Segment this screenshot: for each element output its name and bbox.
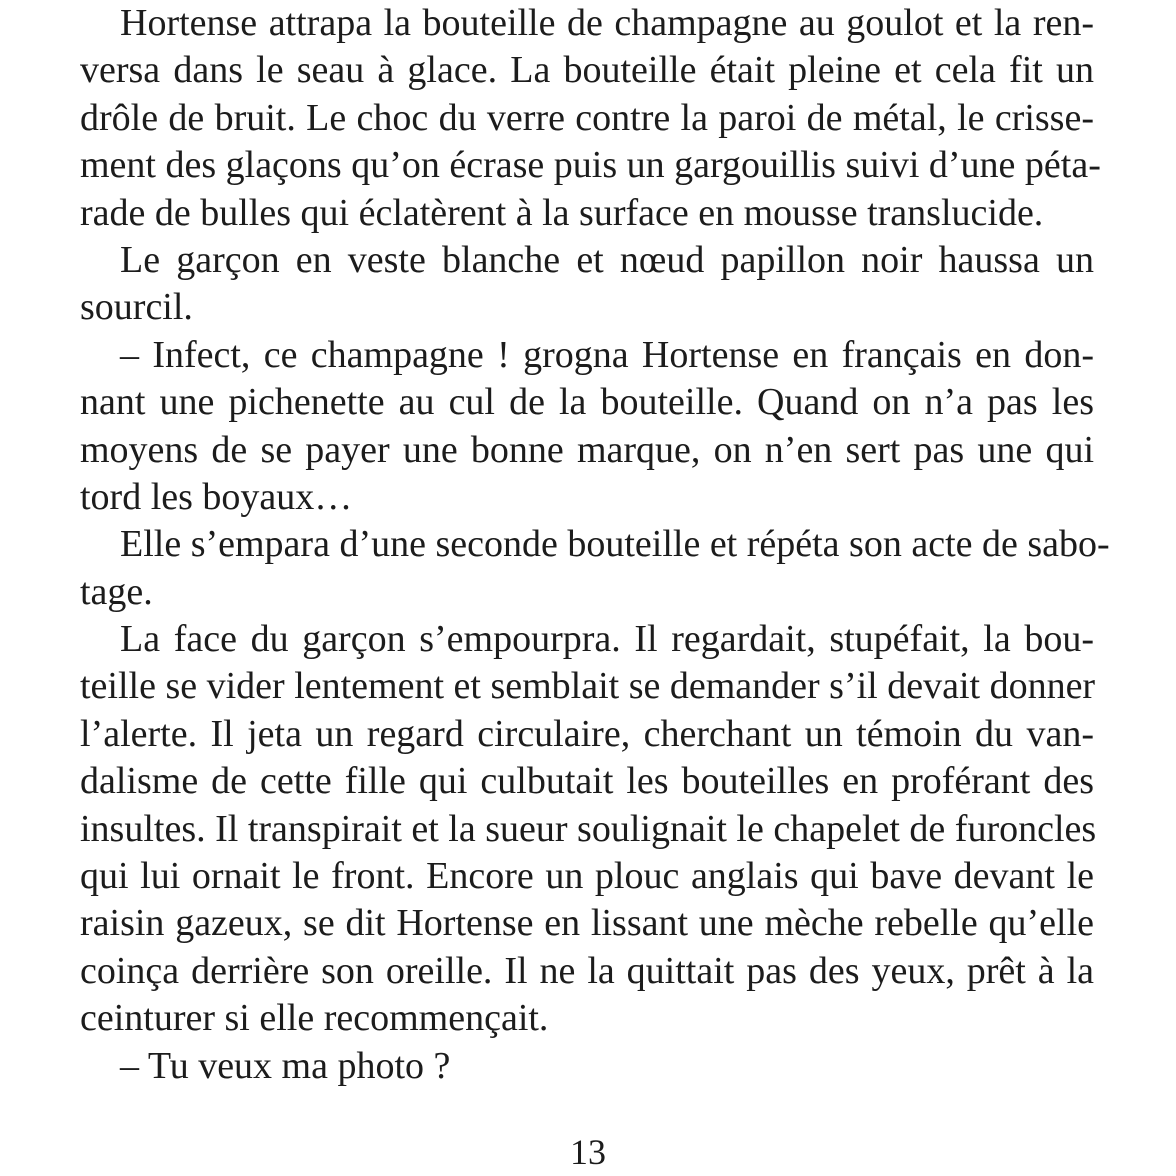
text-line: La face du garçon s’empourpra. Il regardait, stupéfait, la bou- (120, 618, 1094, 661)
text-line: Le garçon en veste blanche et nœud papillon noir haussa un (120, 238, 1094, 281)
body-text (80, 0, 1110, 1090)
text-line: rade de bulles qui éclatèrent à la surface en mousse translucide. (80, 191, 1044, 234)
text-line: moyens de se payer une bonne marque, on n’en sert pas une qui (80, 428, 1094, 471)
text-line: dalisme de cette fille qui culbutait les bouteilles en proférant des (80, 760, 1094, 803)
text-line: ment des glaçons qu’on écrase puis un gargouillis suivi d’une péta- (80, 144, 1101, 187)
text-line: coinça derrière son oreille. Il ne la quittait pas des yeux, prêt à la (80, 949, 1094, 992)
text-line: – Tu veux ma photo ? (120, 1044, 451, 1087)
text-line: tage. (80, 570, 153, 613)
page-number: 13 (570, 1132, 606, 1172)
text-line: teille se vider lentement et semblait se demander s’il devait donner (80, 665, 1096, 708)
text-line: versa dans le seau à glace. La bouteille était pleine et cela fit un (80, 49, 1094, 92)
text-line: Elle s’empara d’une seconde bouteille et répéta son acte de sabo- (120, 523, 1110, 566)
text-line: qui lui ornait le front. Encore un plouc anglais qui bave devant le (80, 855, 1094, 898)
text-line: drôle de bruit. Le choc du verre contre la paroi de métal, le crisse- (80, 96, 1094, 139)
text-line: Hortense attrapa la bouteille de champagne au goulot et la ren- (120, 2, 1094, 44)
text-line: nant une pichenette au cul de la bouteille. Quand on n’a pas les (80, 381, 1094, 424)
text-line: tord les boyaux… (80, 475, 353, 518)
text-line: ceinturer si elle recommençait. (80, 997, 549, 1040)
text-line: sourcil. (80, 286, 193, 329)
text-line: raisin gazeux, se dit Hortense en lissant une mèche rebelle qu’elle (80, 902, 1094, 945)
text-line: insultes. Il transpirait et la sueur soulignait le chapelet de furoncles (80, 807, 1097, 850)
text-line: l’alerte. Il jeta un regard circulaire, cherchant un témoin du van- (80, 712, 1094, 755)
text-line: – Infect, ce champagne ! grogna Hortense en français en don- (120, 333, 1094, 376)
